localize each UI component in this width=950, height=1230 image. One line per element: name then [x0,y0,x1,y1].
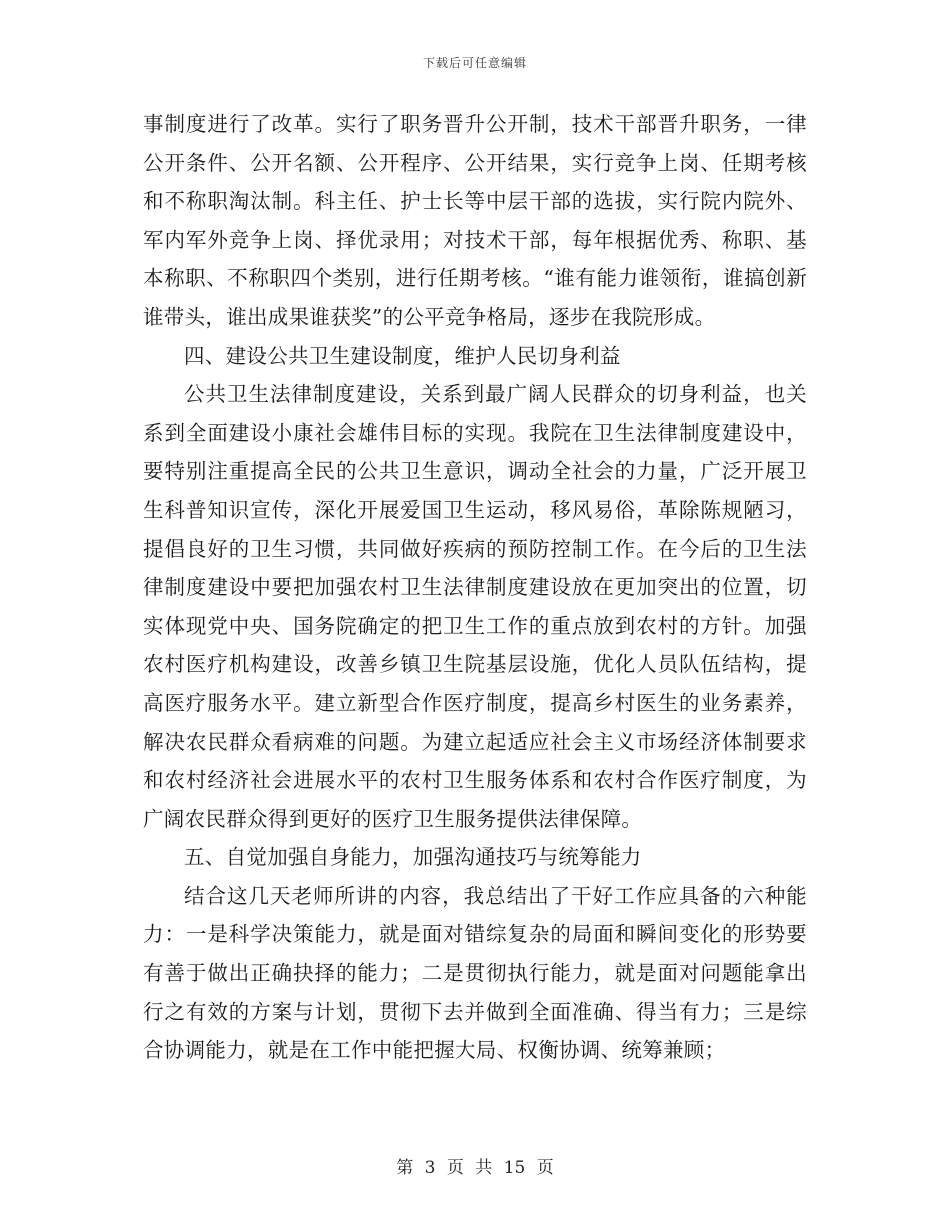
paragraph-continued: 事制度进行了改革。实行了职务晋升公开制，技术干部晋升职务，一律公开条件、公开名额、公开程序、公开结果，实行竞争上岗、任期考核和不称职淘汰制。科主任、护士长等中层干部的选拔，实行院内院外、军内军外竞争上岗、择优录用；对技术干部，每年根据优秀、称职、基本称职、不称职四个类别，进行任期考核。“谁有能力谁领衔，谁搞创新谁带头，谁出成果谁获奖”的公平竞争格局，逐步在我院形成。 [143,112,807,329]
footer-total-pages: 15 [503,1158,526,1178]
footer-gong: 共 [475,1158,493,1178]
section-heading-four: 四、建设公共卫生建设制度，维护人民切身利益 [184,343,621,368]
footer-ye: 页 [446,1158,464,1178]
page-footer [0,1153,950,1178]
footer-di: 第 [396,1158,414,1178]
page-header-note: 下载后可任意编辑 [422,56,527,70]
paragraph-public-health: 公共卫生法律制度建设，关系到最广阔人民群众的切身利益，也关系到全面建设小康社会雄伟目标的实现。我院在卫生法律制度建设中，要特别注重提高全民的公共卫生意识，调动全社会的力量，广泛开展卫生科普知识宣传，深化开展爱国卫生运动，移风易俗，革除陈规陋习，提倡良好的卫生习惯，共同做好疾病的预防控制工作。在今后的卫生法律制度建设中要把加强农村卫生法律制度建设放在更加突出的位置，切实体现党中央、国务院确定的把卫生工作的重点放到农村的方针。加强农村医疗机构建设，改善乡镇卫生院基层设施，优化人员队伍结构，提高医疗服务水平。建立新型合作医疗制度，提高乡村医生的业务素养，解决农民群众看病难的问题。为建立起适应社会主义市场经济体制要求和农村经济社会进展水平的农村卫生服务体系和农村合作医疗制度，为广阔农民群众得到更好的医疗卫生服务提供法律保障。 [143,382,807,831]
section-heading-five: 五、自觉加强自身能力，加强沟通技巧与统筹能力 [184,845,642,870]
document-body [143,105,807,1070]
footer-current-page: 3 [424,1158,436,1178]
paragraph-six-abilities: 结合这几天老师所讲的内容，我总结出了干好工作应具备的六种能力：一是科学决策能力，就是面对错综复杂的局面和瞬间变化的形势要有善于做出正确抉择的能力；二是贯彻执行能力，就是面对问题能拿出行之有效的方案与计划，贯彻下去并做到全面准确、得当有力；三是综合协调能力，就是在工作中能把握大局、权衡协调、统筹兼顾； [143,883,807,1063]
footer-ye-end: 页 [536,1158,554,1178]
